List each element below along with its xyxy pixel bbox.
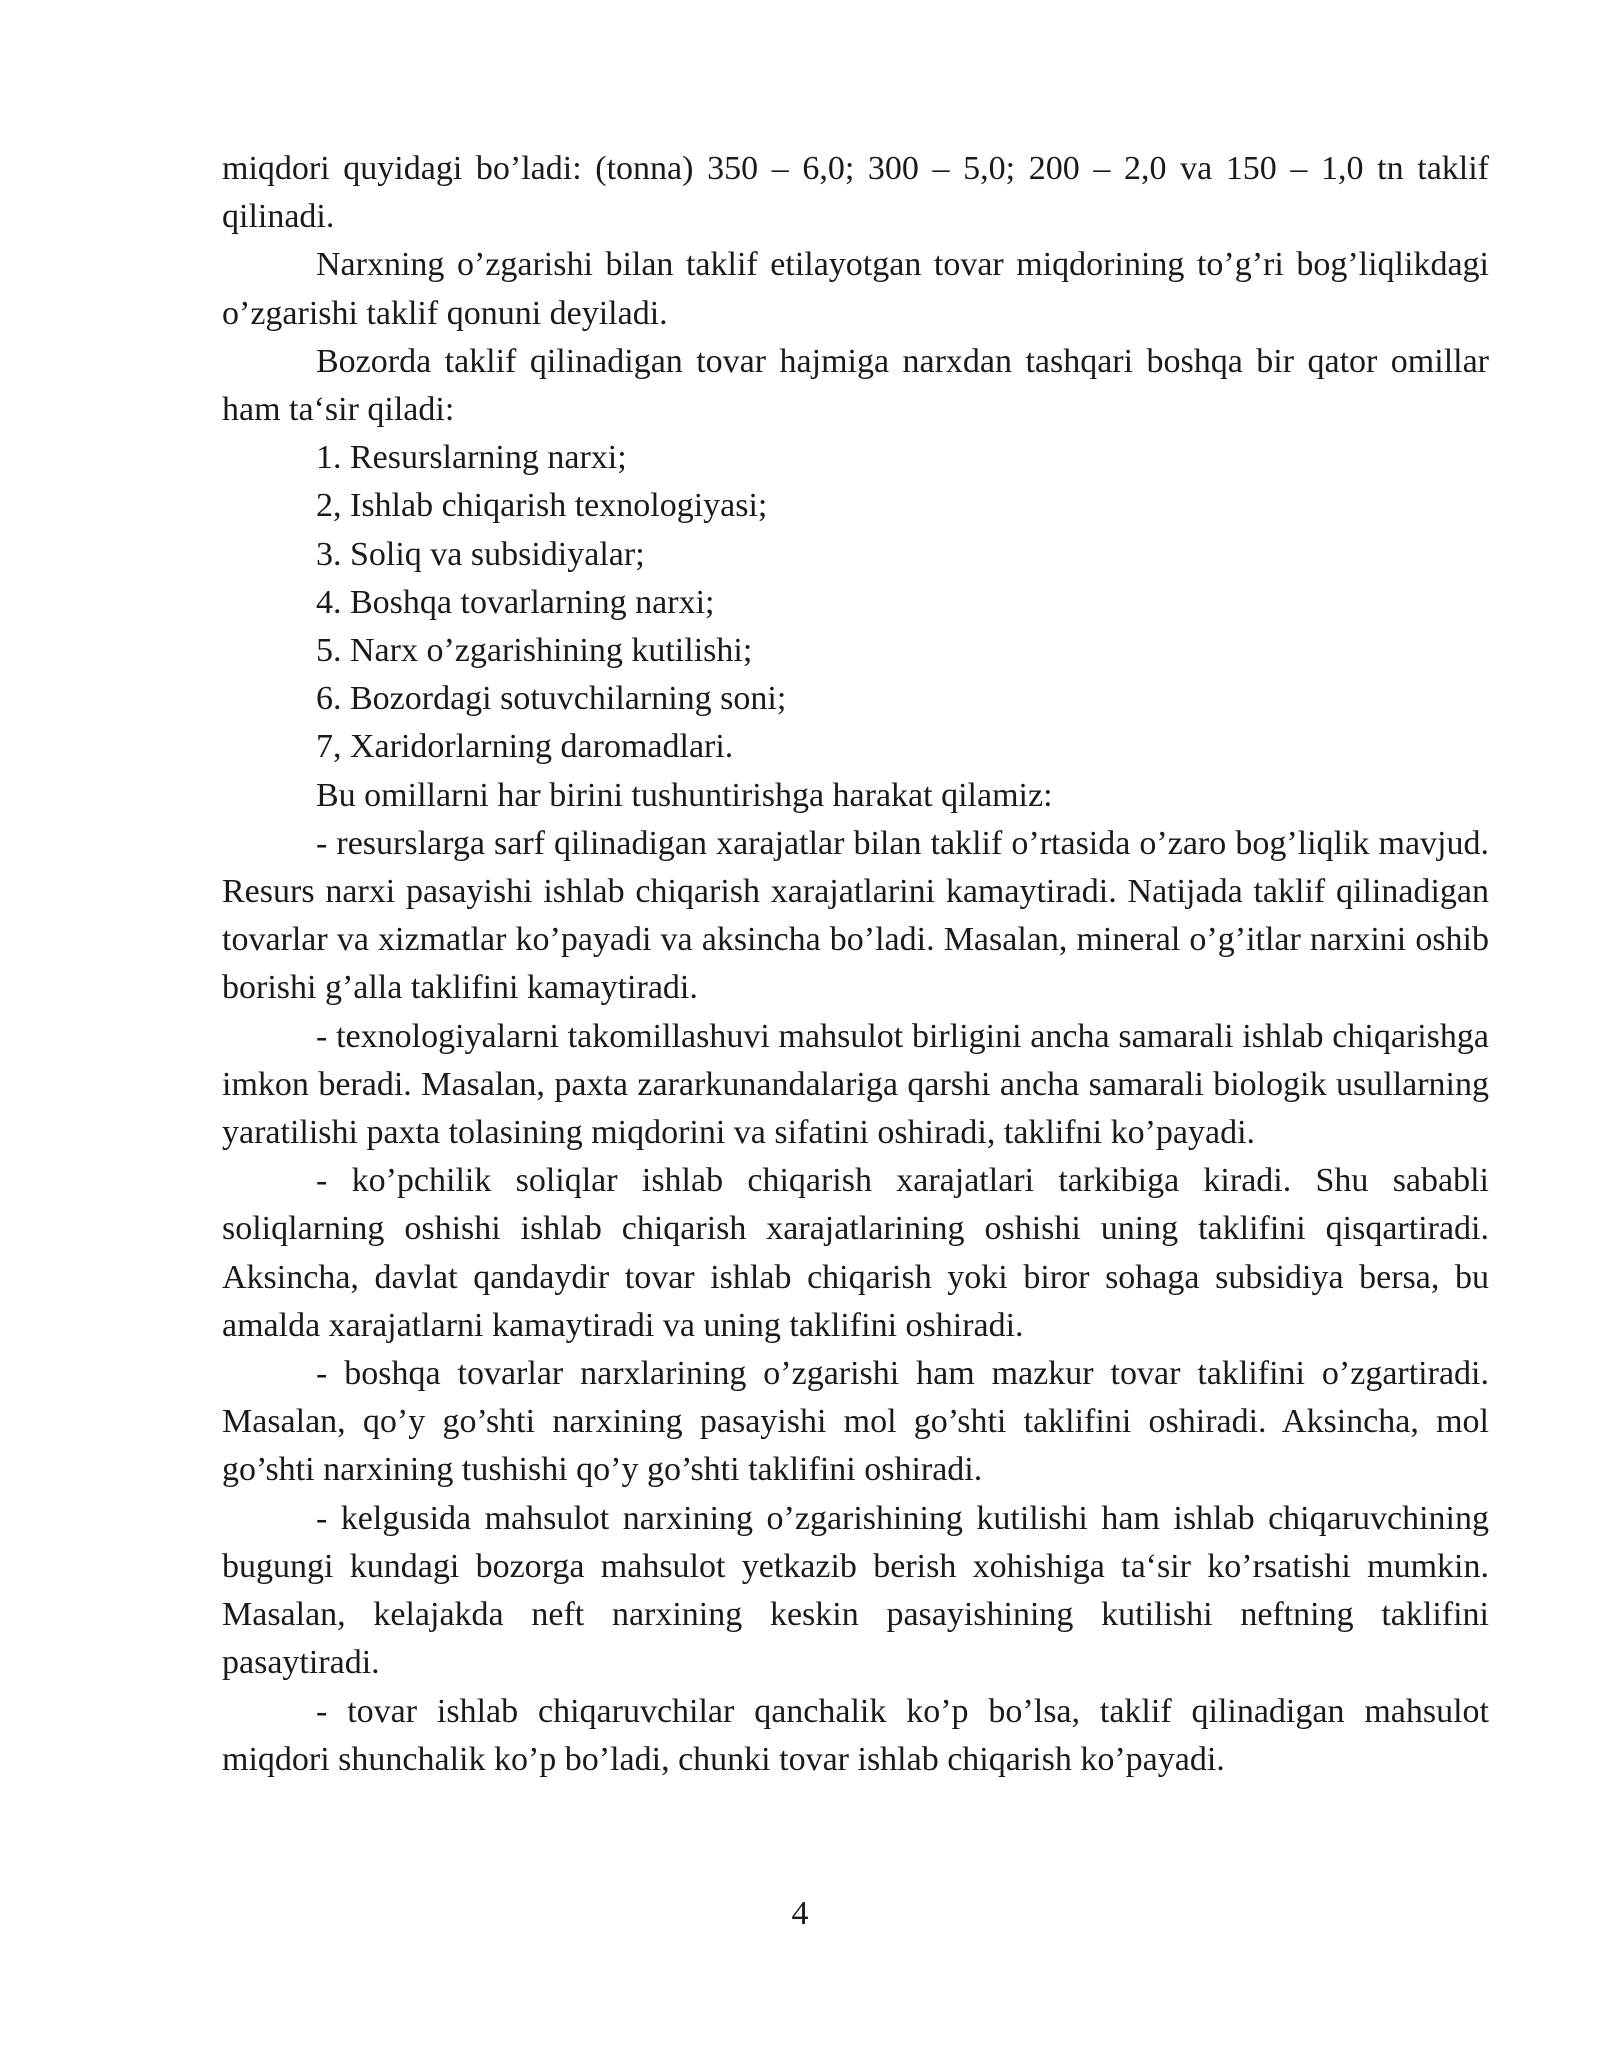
list-item: 5. Narx o’zgarishining kutilishi; xyxy=(316,632,753,670)
page-number: 4 xyxy=(791,1895,809,1932)
paragraph-other-factors: Bozorda taklif qilinadigan tovar hajmiga narxdan tashqari boshqa bir qator omillar ham ta‘sir qiladi: xyxy=(222,342,1489,429)
list-item: 1. Resurslarning narxi; xyxy=(316,439,627,477)
list-item: 4. Boshqa tovarlarning narxi; xyxy=(316,583,715,621)
list-item: 2, Ishlab chiqarish texnologiyasi; xyxy=(316,487,768,525)
paragraph-explanation-intro: Bu omillarni har birini tushuntirishga harakat qilamiz: xyxy=(316,776,1053,814)
paragraph-other-goods: - boshqa tovarlar narxlarining o’zgarishi ham mazkur tovar taklifini o’zgartiradi. Masalan, qo’y go’shti narxining pasayishi mol go’shti taklifini oshiradi. Aksincha, mol go’shti narxining tushishi qo’y go’shti taklifini oshiradi. xyxy=(222,1355,1489,1489)
factors-list xyxy=(222,434,1489,771)
list-item: 6. Bozordagi sotuvchilarning soni; xyxy=(316,680,787,718)
paragraph-technology: - texnologiyalarni takomillashuvi mahsulot birligini ancha samarali ishlab chiqarishga imkon beradi. Masalan, paxta zararkunandalariga qarshi ancha samarali biologik usullarning yaratilishi paxta tolasining miqdorini va sifatini oshiradi, taklifni ko’payadi. xyxy=(222,1017,1489,1152)
list-item: 3. Soliq va subsidiyalar; xyxy=(316,535,645,573)
paragraph-supply-law: Narxning o’zgarishi bilan taklif etilayotgan tovar miqdorining to’g’ri bog’liqlikdagi o’zgarishi taklif qonuni deyiladi. xyxy=(222,246,1489,332)
list-item: 7, Xaridorlarning daromadlari. xyxy=(316,728,734,766)
paragraph-resources: - resurslarga sarf qilinadigan xarajatlar bilan taklif o’rtasida o’zaro bog’liqlik mavjud. Resurs narxi pasayishi ishlab chiqarish xarajatlarini kamaytiradi. Natijada taklif qilinadigan tovarlar va xizmatlar ko’payadi va aksincha bo’ladi. Masalan, mineral o’g’itlar narxini oshib borishi g’alla taklifini kamaytiradi. xyxy=(222,824,1489,1007)
document-page xyxy=(222,145,1489,1784)
paragraph-sellers: - tovar ishlab chiqaruvchilar qanchalik ko’p bo’lsa, taklif qilinadigan mahsulot miqdori shunchalik ko’p bo’ladi, chunki tovar ishlab chiqarish ko’payadi. xyxy=(222,1692,1489,1778)
paragraph-continuation: miqdori quyidagi bo’ladi: (tonna) 350 – 6,0; 300 – 5,0; 200 – 2,0 va 150 – 1,0 tn taklif qilinadi. xyxy=(222,150,1489,236)
paragraph-expectations: - kelgusida mahsulot narxining o’zgarishining kutilishi ham ishlab chiqaruvchining bugungi kundagi bozorga mahsulot yetkazib berish xohishiga ta‘sir ko’rsatishi mumkin. Masalan, kelajakda neft narxining keskin pasayishining kutilishi neftning taklifini pasaytiradi. xyxy=(222,1499,1489,1682)
paragraph-taxes: - ko’pchilik soliqlar ishlab chiqarish xarajatlari tarkibiga kiradi. Shu sababli soliqlarning oshishi ishlab chiqarish xarajatlarining oshishi uning taklifini qisqartiradi. Aksincha, davlat qandaydir tovar ishlab chiqarish yoki biror sohaga subsidiya bersa, bu amalda xarajatlarni kamaytiradi va uning taklifini oshiradi. xyxy=(222,1162,1489,1344)
